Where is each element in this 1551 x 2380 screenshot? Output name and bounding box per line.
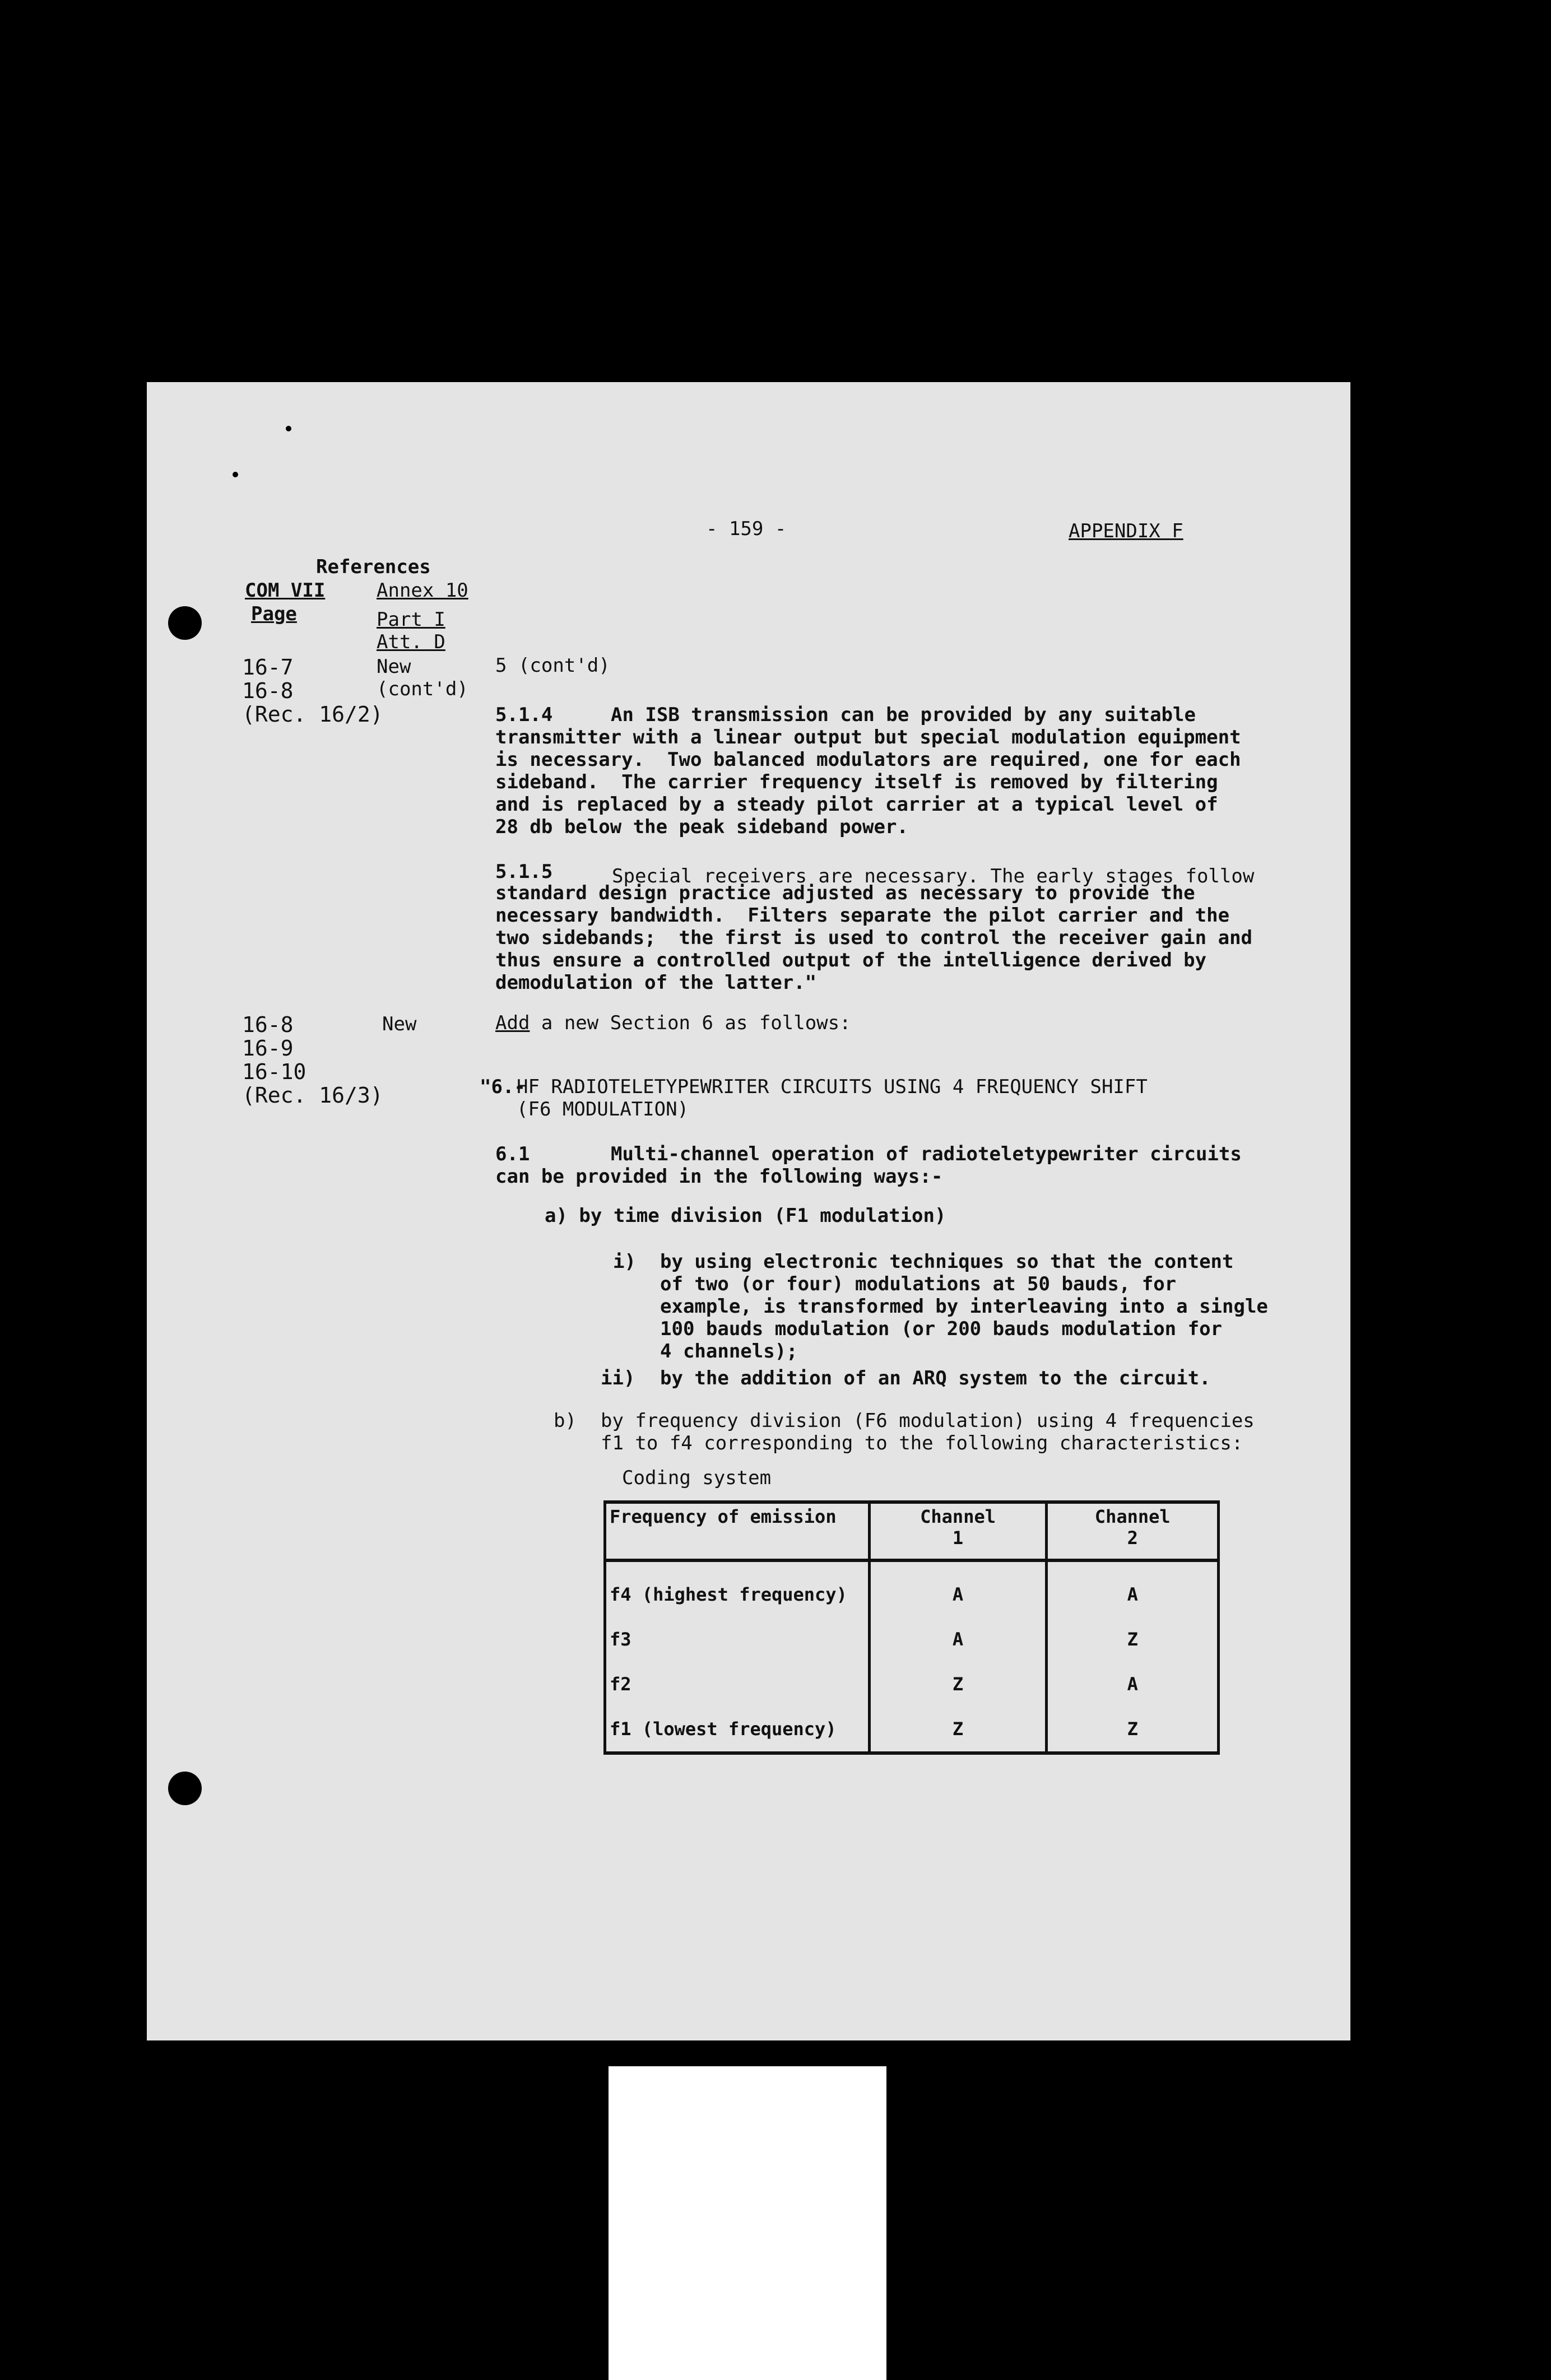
references-title: References	[316, 556, 431, 578]
para-515-number: 5.1.5	[495, 861, 553, 883]
para-514: An ISB transmission can be provided by any suitable transmitter with a linear output but special modulation equipment is necessary. Two balanced modulators are required, one for each sideband. The carrier frequency itself is removed by filtering and is replaced by a steady pilot carrier at a typical level of 28 db below the peak sideband power.	[495, 704, 1241, 838]
section-6-number: "6.-	[480, 1076, 526, 1098]
table-row	[605, 1707, 1219, 1753]
add-word: Add	[495, 1012, 530, 1034]
table-row	[605, 1617, 1219, 1662]
item-ii-number: ii)	[601, 1367, 635, 1389]
ref-status-1: New (cont'd)	[377, 656, 468, 700]
item-i: by using electronic techniques so that the content of two (or four) modulations at 50 bauds, for example, is transformed by interleaving into a single 100 bauds modulation (or 200 bauds modulation for 4 channels);	[660, 1251, 1268, 1363]
item-ii: by the addition of an ARQ system to the circuit.	[660, 1367, 1211, 1389]
punch-hole	[168, 606, 202, 640]
ref-pages-1: 16-7 16-8 (Rec. 16/2)	[242, 655, 383, 727]
section-6-title: HF RADIOTELETYPEWRITER CIRCUITS USING 4 FREQUENCY SHIFT (F6 MODULATION)	[517, 1076, 1148, 1121]
section-cont: 5 (cont'd)	[495, 654, 610, 677]
header-channel-2: Channel 2	[1047, 1502, 1219, 1560]
channel-2-cell: Z	[1047, 1707, 1219, 1753]
item-b: by frequency division (F6 modulation) using 4 frequencies f1 to f4 corresponding to the following characteristics:	[601, 1410, 1255, 1454]
references-col2-title: Annex 10	[377, 579, 468, 602]
item-i-number: i)	[613, 1251, 636, 1273]
para-61: Multi-channel operation of radioteletypewriter circuits can be provided in the following ways:-	[495, 1143, 1242, 1188]
add-instruction	[495, 1012, 851, 1034]
channel-1-cell: A	[869, 1617, 1047, 1662]
references-col2-sub2: Att. D	[377, 631, 445, 653]
add-rest: a new Section 6 as follows:	[530, 1012, 851, 1034]
channel-1-cell: A	[869, 1560, 1047, 1617]
references-col1-title: COM VII	[245, 579, 326, 602]
coding-system-label: Coding system	[622, 1467, 772, 1489]
document-page	[147, 382, 1350, 2040]
coding-table	[603, 1500, 1220, 1755]
mark	[233, 472, 238, 477]
frequency-cell: f1 (lowest frequency)	[605, 1707, 870, 1753]
para-515: standard design practice adjusted as necessary to provide the necessary bandwidth. Filters separate the pilot carrier and the two sidebands; the first is used to control the receiver gain and thus ensure a controlled output of the intelligence derived by demodulation of the latter."	[495, 882, 1253, 994]
table-row	[605, 1560, 1219, 1617]
mark	[286, 426, 291, 431]
para-61-number: 6.1	[495, 1143, 530, 1165]
channel-1-cell: Z	[869, 1707, 1047, 1753]
para-514-number: 5.1.4	[495, 704, 553, 726]
coding-table-header	[605, 1502, 1219, 1560]
para-515-first-line: Special receivers are necessary. The early stages follow	[612, 865, 1255, 887]
page-number: - 159 -	[706, 518, 787, 540]
item-a: a) by time division (F1 modulation)	[545, 1205, 946, 1227]
appendix-label: APPENDIX F	[1069, 520, 1183, 542]
white-slip	[609, 2066, 886, 2380]
table-row	[605, 1662, 1219, 1707]
channel-2-cell: A	[1047, 1662, 1219, 1707]
channel-1-cell: Z	[869, 1662, 1047, 1707]
frequency-cell: f2	[605, 1662, 870, 1707]
item-b-number: b)	[554, 1410, 577, 1432]
ref-pages-2: 16-8 16-9 16-10 (Rec. 16/3)	[242, 1012, 383, 1108]
header-frequency: Frequency of emission	[605, 1502, 870, 1560]
header-channel-1: Channel 1	[869, 1502, 1047, 1560]
references-col2-sub1: Part I	[377, 608, 445, 631]
frequency-cell: f3	[605, 1617, 870, 1662]
frequency-cell: f4 (highest frequency)	[605, 1560, 870, 1617]
ref-status-2: New	[382, 1013, 417, 1035]
channel-2-cell: Z	[1047, 1617, 1219, 1662]
references-col1-sub: Page	[251, 603, 297, 625]
punch-hole	[168, 1772, 202, 1805]
channel-2-cell: A	[1047, 1560, 1219, 1617]
